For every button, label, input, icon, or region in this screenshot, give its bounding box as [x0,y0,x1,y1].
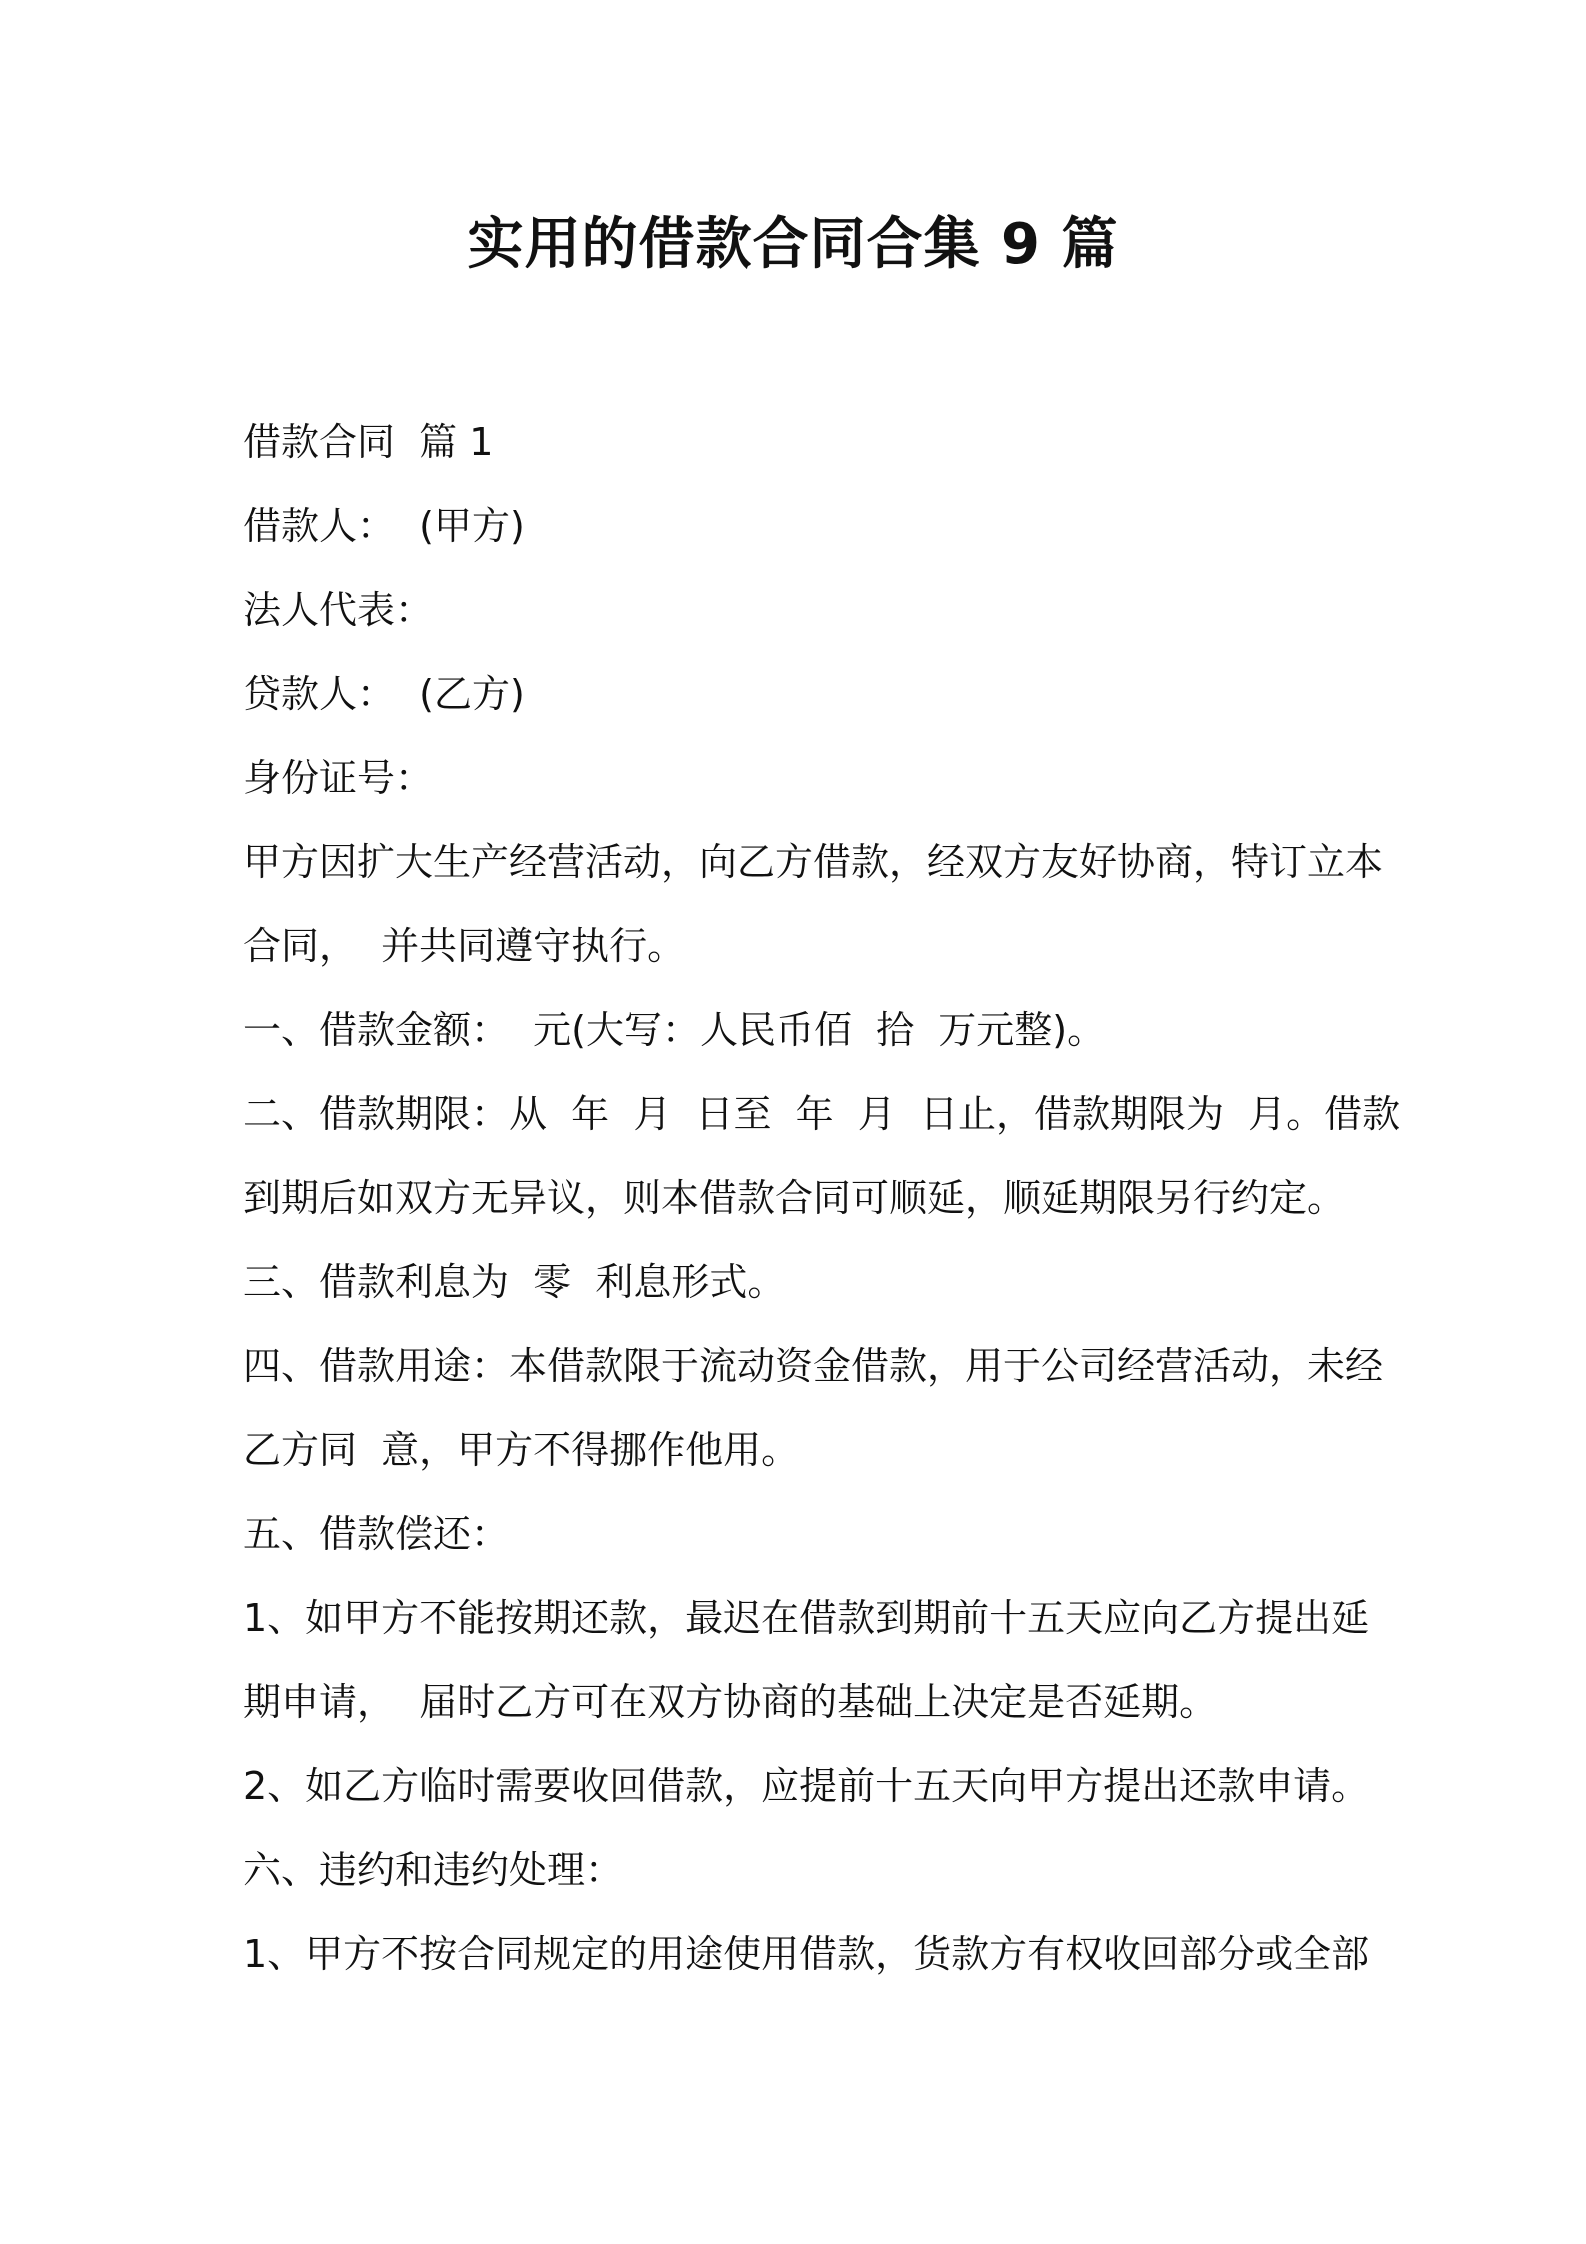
paragraph-line: 到期后如双方无异议，则本借款合同可顺延，顺延期限另行约定。 [243,1176,1346,1220]
document-body [243,400,1401,1996]
legal-representative-field: 法人代表： [243,588,434,632]
list-item: 1、如甲方不能按期还款，最迟在借款到期前十五天应向乙方提出延 [243,1596,1370,1640]
lender-field: 贷款人： (乙方) [243,672,525,716]
id-number-field: 身份证号： [243,756,434,800]
list-item: 2、如乙方临时需要收回借款，应提前十五天向甲方提出还款申请。 [243,1764,1370,1808]
document-title: 实用的借款合同合集 9 篇 [467,212,1119,277]
paragraph-line: 期申请， 届时乙方可在双方协商的基础上决定是否延期。 [243,1680,1218,1724]
paragraph-line: 合同， 并共同遵守执行。 [243,924,686,968]
clause-repayment: 五、借款偿还： [243,1512,510,1556]
clause-interest: 三、借款利息为 零 利息形式。 [243,1260,786,1304]
clause-loan-amount: 一、借款金额： 元(大写：人民币佰 拾 万元整)。 [243,1008,1106,1052]
clause-breach: 六、违约和违约处理： [243,1848,624,1892]
clause-purpose: 四、借款用途：本借款限于流动资金借款，用于公司经营活动，未经 [243,1344,1384,1388]
paragraph-line: 乙方同 意，甲方不得挪作他用。 [243,1428,800,1472]
list-item: 1、甲方不按合同规定的用途使用借款，货款方有权收回部分或全部 [243,1932,1370,1976]
clause-loan-term: 二、借款期限：从 年 月 日至 年 月 日止，借款期限为 月。借款 [243,1092,1401,1136]
section-heading: 借款合同 篇 1 [243,420,494,464]
paragraph-line: 甲方因扩大生产经营活动，向乙方借款，经双方友好协商，特订立本 [243,840,1384,884]
borrower-field: 借款人： (甲方) [243,504,525,548]
